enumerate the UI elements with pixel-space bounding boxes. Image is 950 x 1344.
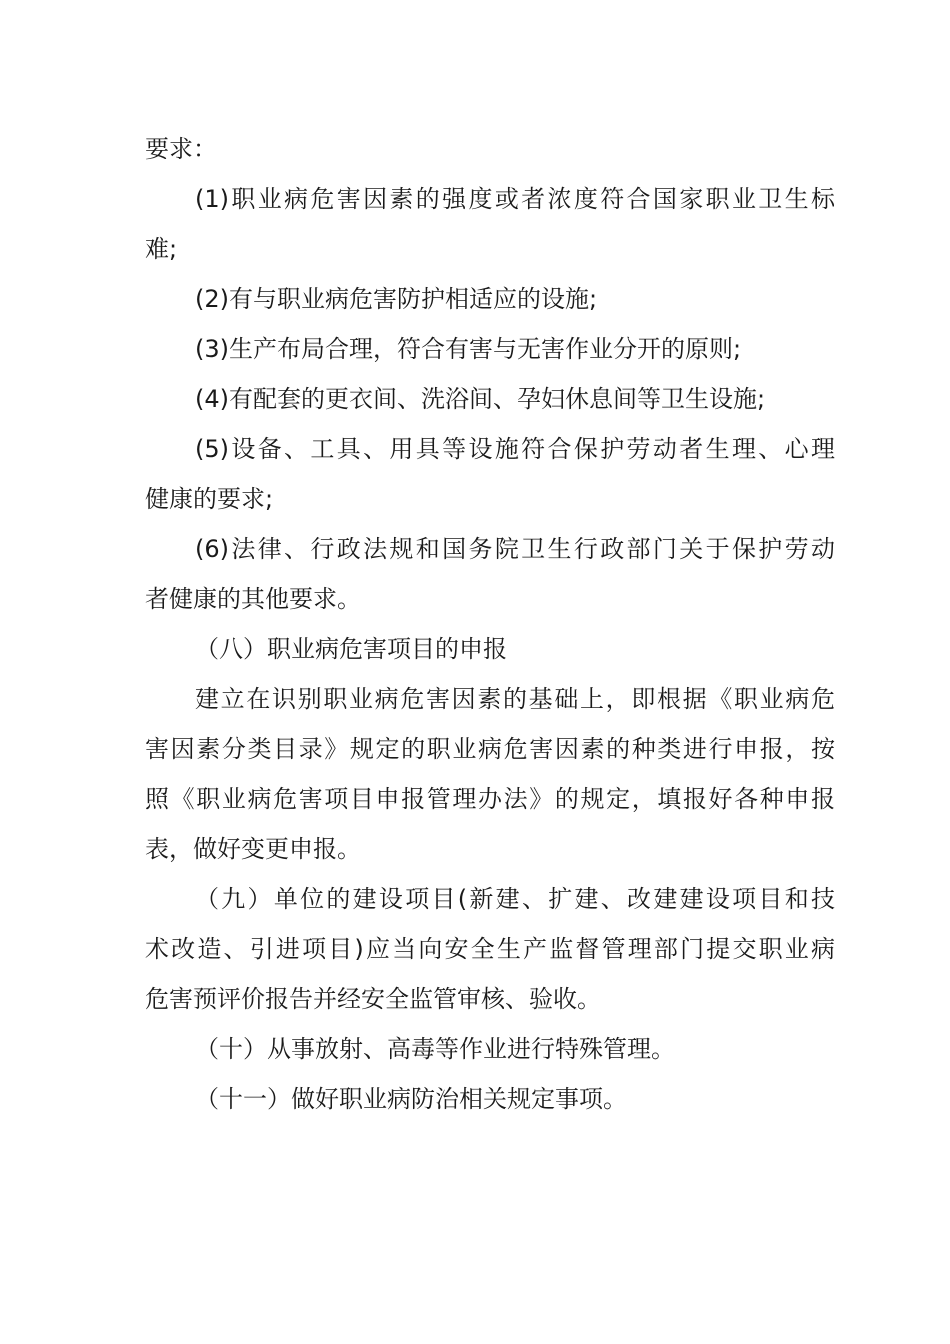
text-line: 难; xyxy=(145,235,178,263)
text-line: (1)职业病危害因素的强度或者浓度符合国家职业卫生标 xyxy=(195,185,835,213)
text-line: 害因素分类目录》规定的职业病危害因素的种类进行申报，按 xyxy=(145,735,835,763)
text-line: 要求： xyxy=(145,135,217,163)
section-heading: （十一）做好职业病防治相关规定事项。 xyxy=(195,1085,627,1113)
document-body xyxy=(145,124,835,1124)
text-line: (6)法律、行政法规和国务院卫生行政部门关于保护劳动 xyxy=(195,535,835,563)
text-line: (3)生产布局合理，符合有害与无害作业分开的原则; xyxy=(195,335,742,363)
section-heading: （十）从事放射、高毒等作业进行特殊管理。 xyxy=(195,1035,675,1063)
section-heading: （八）职业病危害项目的申报 xyxy=(195,635,507,663)
text-line: 危害预评价报告并经安全监管审核、验收。 xyxy=(145,985,601,1013)
text-line: (2)有与职业病危害防护相适应的设施; xyxy=(195,285,598,313)
text-line: (5)设备、工具、用具等设施符合保护劳动者生理、心理 xyxy=(195,435,835,463)
text-line: 健康的要求; xyxy=(145,485,274,513)
text-line: 者健康的其他要求。 xyxy=(145,585,361,613)
text-line: (4)有配套的更衣间、洗浴间、孕妇休息间等卫生设施; xyxy=(195,385,766,413)
text-line: 建立在识别职业病危害因素的基础上，即根据《职业病危 xyxy=(195,685,835,713)
text-line: （九）单位的建设项目(新建、扩建、改建建设项目和技 xyxy=(195,885,835,913)
text-line: 照《职业病危害项目申报管理办法》的规定，填报好各种申报 xyxy=(145,785,835,813)
text-line: 表，做好变更申报。 xyxy=(145,835,361,863)
text-line: 术改造、引进项目)应当向安全生产监督管理部门提交职业病 xyxy=(145,935,835,963)
